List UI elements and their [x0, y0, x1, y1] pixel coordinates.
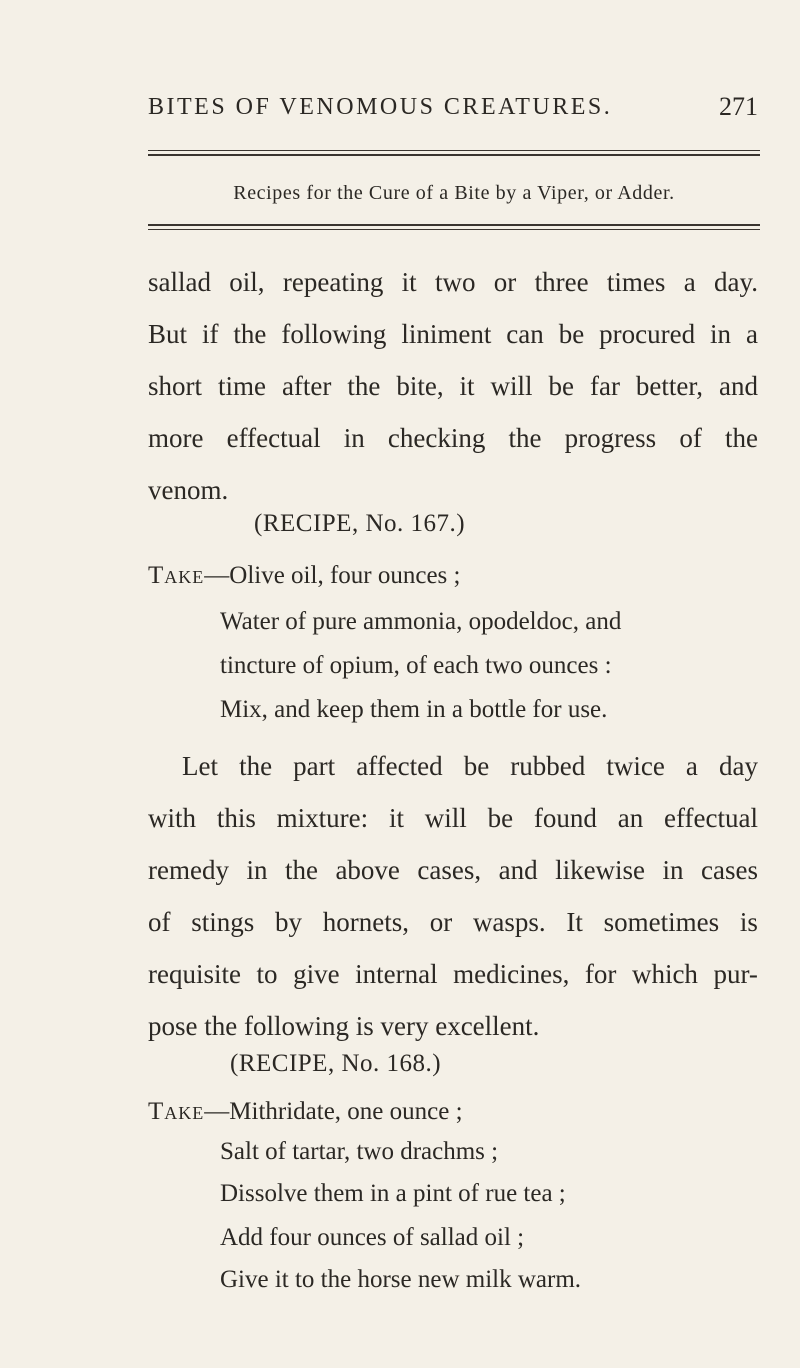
- paragraph-line: [148, 902, 758, 942]
- word: be: [463, 751, 490, 781]
- word: twice: [606, 751, 665, 781]
- word: be: [558, 319, 585, 349]
- word: and: [498, 855, 538, 885]
- word: the: [233, 319, 267, 349]
- word: a: [685, 751, 698, 781]
- word: give: [293, 959, 340, 989]
- word: time: [217, 371, 266, 401]
- word: sallad: [148, 267, 211, 297]
- word: liniment: [401, 319, 492, 349]
- word: will: [490, 371, 533, 401]
- page-number: 271: [719, 92, 758, 121]
- word: the: [724, 423, 758, 453]
- word: It: [566, 907, 583, 937]
- word: in: [710, 319, 732, 349]
- word: an: [617, 803, 644, 833]
- word: in: [662, 855, 684, 885]
- recipe-title: (RECIPE, No. 167.): [254, 510, 466, 537]
- bottom-rule-thick: [148, 224, 760, 226]
- word: the: [239, 751, 273, 781]
- bottom-rule: [148, 229, 760, 230]
- word: better,: [635, 371, 704, 401]
- word: in: [343, 423, 365, 453]
- recipe-ingredient: Water of pure ammonia, opodeldoc, and: [220, 608, 622, 635]
- word: it: [459, 371, 475, 401]
- recipe-ingredient: [148, 558, 460, 594]
- paragraph-line: [148, 798, 758, 838]
- word: be: [548, 371, 574, 401]
- paragraph-line: [148, 850, 758, 890]
- word: stings: [191, 907, 255, 937]
- word: by: [275, 907, 302, 937]
- recipe-ingredient: Mix, and keep them in a bottle for use.: [220, 696, 608, 723]
- word: can: [506, 319, 544, 349]
- word: checking: [387, 423, 486, 453]
- word: if: [201, 319, 219, 349]
- word: of: [148, 907, 171, 937]
- word: bite,: [396, 371, 444, 401]
- word: three: [534, 267, 589, 297]
- word: times: [606, 267, 666, 297]
- word: short: [148, 371, 202, 401]
- word: internal: [355, 959, 438, 989]
- word: progress: [564, 423, 657, 453]
- ingredient-text: —Olive oil, four ounces ;: [204, 562, 461, 589]
- top-rule-thick: [148, 154, 760, 156]
- word: day.: [713, 267, 758, 297]
- word: to: [256, 959, 278, 989]
- word: above: [335, 855, 400, 885]
- word: will: [424, 803, 467, 833]
- word: cases,: [417, 855, 482, 885]
- word: procured: [599, 319, 696, 349]
- ingredient-text: —Mithridate, one ounce ;: [204, 1098, 463, 1125]
- word: of: [679, 423, 702, 453]
- word: affected: [356, 751, 443, 781]
- word: in: [246, 855, 268, 885]
- paragraph-line: [148, 418, 758, 458]
- word: day: [718, 751, 758, 781]
- word: likewise: [555, 855, 646, 885]
- word: following: [281, 319, 387, 349]
- word: the: [284, 855, 318, 885]
- recipe-ingredient: Salt of tartar, two drachms ;: [220, 1138, 499, 1165]
- word: two: [434, 267, 476, 297]
- word: after: [281, 371, 332, 401]
- word: is: [739, 907, 758, 937]
- take-label: Take: [148, 562, 205, 589]
- recipe-ingredient: Add four ounces of sallad oil ;: [220, 1224, 525, 1251]
- word: part: [293, 751, 336, 781]
- word: the: [347, 371, 381, 401]
- recipe-ingredient: Dissolve them in a pint of rue tea ;: [220, 1180, 566, 1207]
- paragraph-line: [148, 314, 758, 354]
- word: medicines,: [453, 959, 570, 989]
- word: more: [148, 423, 204, 453]
- word: effectual: [226, 423, 321, 453]
- word: it: [388, 803, 404, 833]
- word: cases: [701, 855, 758, 885]
- recipe-ingredient: [148, 1094, 463, 1130]
- paragraph-line: [182, 746, 758, 786]
- word: wasps.: [472, 907, 546, 937]
- paragraph-line: [148, 262, 758, 302]
- take-label: Take: [148, 1098, 205, 1125]
- word: this: [216, 803, 256, 833]
- word: or: [429, 907, 453, 937]
- recipe-ingredient: Give it to the horse new milk warm.: [220, 1266, 582, 1293]
- word: hornets,: [322, 907, 409, 937]
- word: and: [719, 371, 758, 401]
- word: requisite: [148, 959, 241, 989]
- word: remedy: [148, 855, 229, 885]
- word: pur-: [713, 959, 758, 989]
- word: repeating: [282, 267, 384, 297]
- word: sometimes: [603, 907, 720, 937]
- word: rubbed: [510, 751, 586, 781]
- word: far: [589, 371, 620, 401]
- paragraph-line: venom.: [148, 475, 229, 505]
- word: oil,: [229, 267, 265, 297]
- recipe-ingredient: tincture of opium, of each two ounces :: [220, 652, 612, 679]
- word: or: [493, 267, 517, 297]
- section-subhead: Recipes for the Cure of a Bite by a Viper, or Adder.: [233, 182, 675, 204]
- word: be: [487, 803, 514, 833]
- word: But: [148, 319, 188, 349]
- paragraph-line: [148, 366, 758, 406]
- running-head-title: BITES OF VENOMOUS CREATURES.: [148, 94, 613, 120]
- word: with: [148, 803, 197, 833]
- word: the: [508, 423, 542, 453]
- word: found: [533, 803, 597, 833]
- paragraph-line: pose the following is very excellent.: [148, 1011, 540, 1041]
- word: effectual: [664, 803, 758, 833]
- word: it: [401, 267, 417, 297]
- running-head: [148, 92, 758, 122]
- paragraph-line: [148, 954, 758, 994]
- top-rule: [148, 150, 760, 151]
- recipe-title: (RECIPE, No. 168.): [230, 1050, 442, 1077]
- word: for: [584, 959, 617, 989]
- word: Let: [182, 751, 218, 781]
- word: mixture:: [276, 803, 369, 833]
- word: a: [683, 267, 696, 297]
- word: which: [631, 959, 698, 989]
- word: a: [746, 319, 758, 349]
